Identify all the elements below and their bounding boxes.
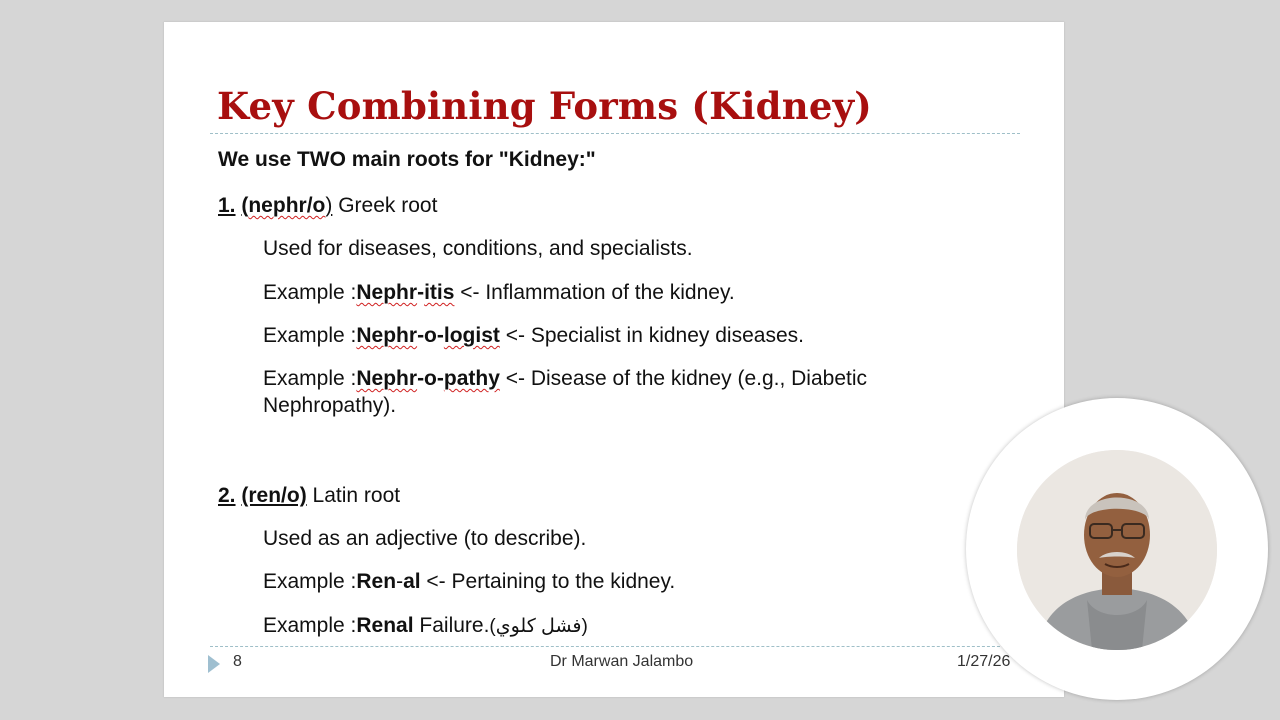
example-prefix: Example :: [263, 281, 357, 304]
intro-line: We use TWO main roots for "Kidney:": [218, 148, 596, 171]
example-sep: -: [396, 570, 404, 593]
example-arabic: (فشل كلوي): [489, 616, 588, 637]
example-sep: -o-: [417, 324, 444, 347]
section1-number: 1.: [218, 194, 236, 217]
slide: [164, 22, 1064, 697]
example-prefix: Example :: [263, 614, 357, 637]
example-term: Renal: [356, 614, 414, 637]
example-term-b: al: [403, 570, 421, 593]
section2-number: 2.: [218, 484, 236, 507]
footer-date: 1/27/26: [957, 653, 1011, 670]
example-term-a: Nephr: [356, 324, 418, 347]
presenter-image: [1017, 450, 1217, 650]
section1-root-close: ): [325, 194, 333, 217]
page-number: 8: [233, 653, 242, 670]
example-meaning: <- Inflammation of the kidney.: [454, 281, 735, 304]
section1-heading: [218, 194, 437, 218]
section1-example-1: [263, 281, 735, 305]
example-prefix: Example :: [263, 570, 357, 593]
footer-arrow-icon: [208, 655, 220, 673]
example-meaning: Failure.: [413, 614, 490, 637]
footer-author: Dr Marwan Jalambo: [550, 653, 694, 670]
example-term-b: pathy: [443, 367, 500, 390]
example-term-b: logist: [443, 324, 500, 347]
example-term-a: Nephr: [356, 281, 418, 304]
section2-root: (ren/o): [241, 484, 307, 507]
section1-root-word: nephr/o: [248, 194, 326, 217]
section2-usage: Used as an adjective (to describe).: [263, 527, 587, 550]
example-term-a: Ren: [356, 570, 397, 593]
section1-usage: Used for diseases, conditions, and specialists.: [263, 237, 693, 260]
example-sep: -o-: [417, 367, 444, 390]
section1-example-2: [263, 324, 804, 348]
title-divider: [210, 133, 1020, 134]
example-term-a: Nephr: [356, 367, 418, 390]
example-sep: -: [417, 281, 425, 304]
section1-example-3: [263, 367, 867, 391]
slide-title: Key Combining Forms (Kidney): [217, 84, 872, 128]
section1-origin: Greek root: [338, 194, 438, 217]
section2-example-2: [263, 614, 588, 638]
section2-origin: Latin root: [312, 484, 401, 507]
example-prefix: Example :: [263, 324, 357, 347]
section2-example-1: [263, 570, 675, 594]
webcam-video: [1017, 450, 1217, 650]
example-meaning: <- Pertaining to the kidney.: [420, 570, 676, 593]
section1-example-3-cont: Nephropathy).: [263, 394, 397, 417]
example-term-b: itis: [424, 281, 455, 304]
footer-divider: [210, 646, 1020, 647]
example-meaning: <- Specialist in kidney diseases.: [499, 324, 804, 347]
section1-root-open: (: [241, 194, 249, 217]
example-meaning: <- Disease of the kidney (e.g., Diabetic: [499, 367, 868, 390]
section2-heading: [218, 484, 400, 508]
example-prefix: Example :: [263, 367, 357, 390]
